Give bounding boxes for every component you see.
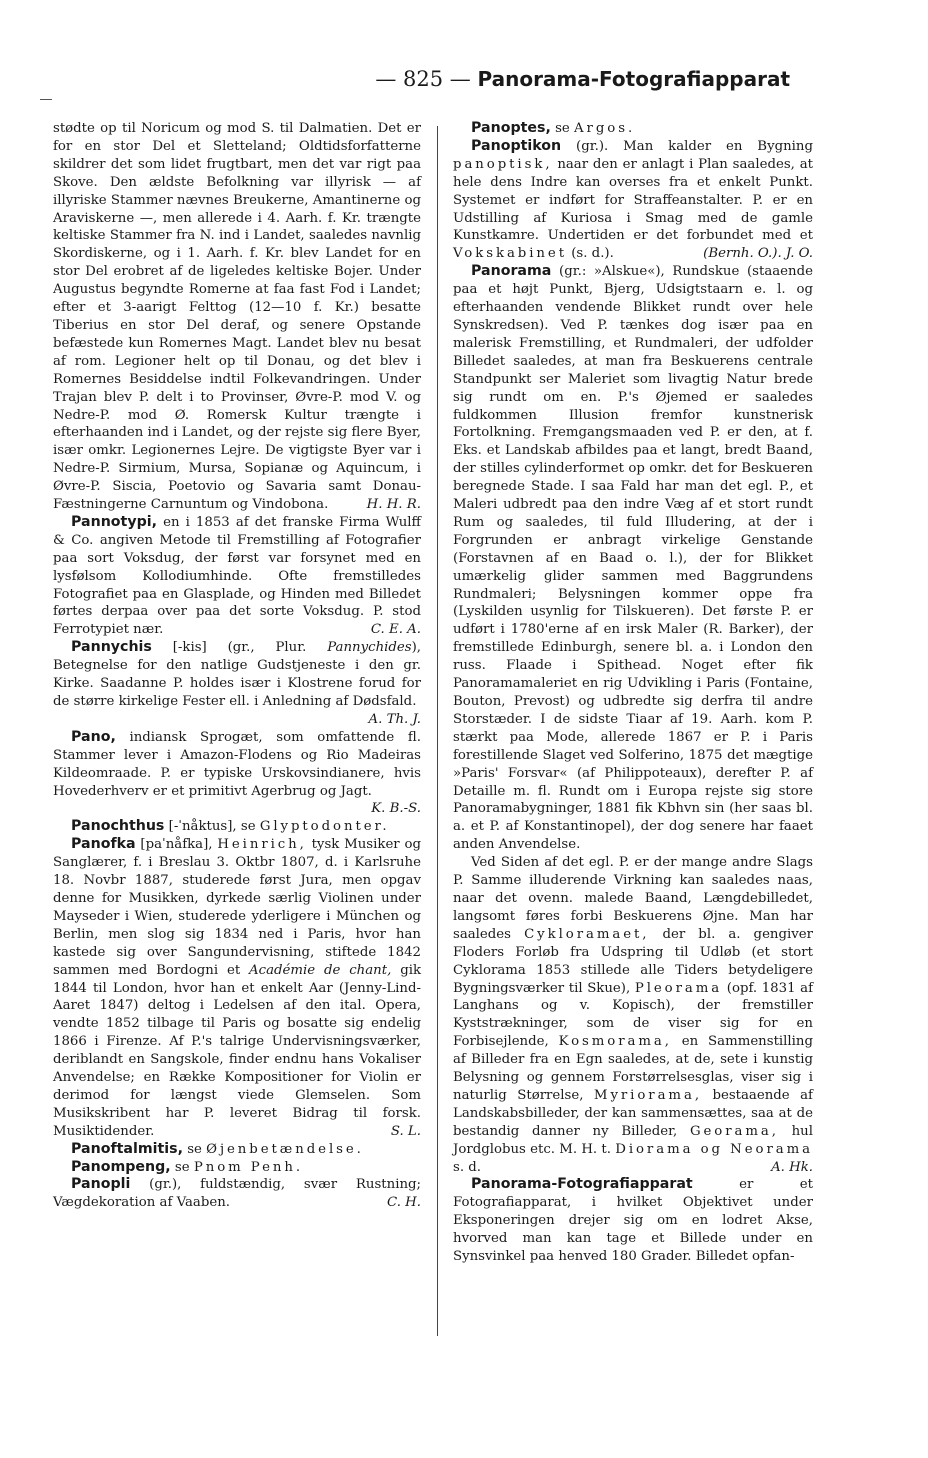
- entry-crossref: Vokskabinet: [453, 246, 567, 262]
- entry-panoptes: [453, 120, 813, 138]
- entry-text: [paˈnåfka],: [140, 837, 213, 853]
- entry-author: H. H. R.: [366, 497, 421, 513]
- entry-headword: Pannotypi,: [71, 513, 157, 530]
- column-divider: [437, 126, 438, 1336]
- entry-text: hul Jordglobus etc. M. H. t.: [453, 1123, 813, 1157]
- entry-headword: Panopli: [71, 1176, 131, 1193]
- entry-panopli: [53, 1176, 421, 1212]
- entry-author: S. L.: [390, 1123, 421, 1139]
- entry-author: K. B.-S.: [371, 801, 421, 817]
- page-number: — 825 —: [375, 67, 471, 91]
- running-head: [375, 67, 790, 91]
- entry-crossref: Diorama og Neorama: [615, 1141, 813, 1157]
- entry-headword: Panoftalmitis,: [71, 1140, 183, 1157]
- entry-text: gik 1844 til London, hvor han et enkelt Aar (Jenny-Lind-Aaret 1847) deltog i Ledelsen af den ital. Opera, vendte 1852 tilbage til Paris og bosatte sig endelig 1866 i Firenze. Af P.'s talrige Undervisningsværker, deriblandt en Sangskole, finder endnu hans Vokaliser Anvendelse; en Række Kompositioner for Violin er derimod for længst viede Glemselen. Som Musikskribent har P. leveret Bidrag til forsk. Musiktidender.: [53, 962, 422, 1139]
- right-column: [453, 120, 813, 1266]
- entry-text: bestaaende af Landskabsbilleder, der kan sammensættes, saa at de bestandig danner ny Billeder,: [453, 1087, 813, 1139]
- page-header: [0, 63, 928, 103]
- running-head-title: Panorama-Fotografiapparat: [477, 67, 790, 91]
- entry-text: (opf. 1831 af Langhans og v. Kopisch), der fremstiller Kyststrækninger, som de viser sig for en Forbisejlende,: [453, 980, 814, 1050]
- entry-text: [-ˈnåktus], se: [168, 819, 256, 835]
- entry-panoftalmitis: [53, 1141, 421, 1159]
- entry-crossref: Pnom Penh.: [193, 1159, 304, 1175]
- entry-panoptikon: [453, 138, 813, 263]
- entry-panompeng: [53, 1159, 421, 1177]
- entry-spaced-term: Pleorama: [634, 980, 723, 996]
- entry-text: indiansk Sprogæt, som omfattende fl. Stammer lever i Amazon-Flodens og Rio Madeiras Kildeomraade. P. er typiske Urskovsindianere, hvis Hovederhverv er et primitivt Agerbrug og Jagt.: [53, 729, 422, 799]
- entry-text: (gr.), fuldstændig, svær Rustning; Vægdekoration af Vaaben.: [53, 1177, 422, 1211]
- entry-text: [-kis] (gr., Plur.: [172, 640, 307, 656]
- entry-headword: Pano,: [71, 728, 116, 745]
- entry-text: se: [174, 1159, 190, 1175]
- entry-text: tysk Musiker og Sanglærer, f. i Breslau 3. Oktbr 1807, d. i Karlsruhe 18. Novbr 1887, studerede først Jura, men opgav denne for Musikken, dyrkede særlig Violinen under Mayseder i Wien, studerede yderligere i München og Berlin, men slog sig 1834 ned i Paris, hvor han kastede sig over Sangundervisning, stiftede 1842 sammen med Bordogni et: [53, 837, 421, 978]
- entry-headword: Panompeng,: [71, 1158, 171, 1175]
- entry-spaced-term: Kosmorama,: [558, 1034, 672, 1050]
- entry-spaced-term: Cykloramaet,: [524, 926, 650, 942]
- entry-spaced-term: panoptisk,: [453, 156, 553, 172]
- entry-author: A. Hk.: [771, 1159, 813, 1175]
- entry-panorama: [453, 263, 813, 854]
- entry-headword: Pannychis: [71, 639, 152, 656]
- entry-headword: Panorama: [471, 263, 552, 280]
- entry-text: er et Fotografiapparat, i hvilket Objektivet under Eksponeringen drejer sig om en lodret Akse, hvorved man kan tage et Billede under en Synsvinkel paa henved 180 Grader. Billedet opfan-: [453, 1177, 814, 1265]
- entry-crossref: Glyptodonter.: [259, 819, 390, 835]
- entry-panochthus: [53, 818, 421, 836]
- entry-headword: Panorama-Fotografiapparat: [471, 1176, 693, 1193]
- entry-text: naar den er anlagt i Plan saaledes, at hele dens Indre kan overses fra et enkelt Punkt. Systemet er indført for Straffeanstalter. P. er en Udstilling af Kuriosa i Smag med de gamle Kunstkamre. Undertiden er det forbundet med et: [453, 156, 813, 244]
- entry-author: C. H.: [387, 1195, 421, 1211]
- entry-pannotypi: [53, 514, 421, 639]
- entry-text: ), Betegnelse for den natlige Gudstjeneste i den gr. Kirke. Saadanne P. holdes især i Klostrene forud for de større kirkelige Fester ell. i Anledning af Dødsfald.: [53, 640, 422, 709]
- entry-text: Ved Siden af det egl. P. er der mange andre Slags P. Samme illuderende Virkning kan saaledes naas, naar det ovenn. malede Baand, Længdebilledet, langsomt føres forbi Beskuerens Øjne. Man har saaledes: [453, 855, 813, 942]
- entry-spaced-term: Myriorama,: [593, 1087, 702, 1103]
- entry-headword: Panochthus: [71, 818, 165, 835]
- entry-text: en i 1853 af det franske Firma Wulff & Co. angiven Metode til Fremstilling af Fotografier paa sort Voksdug, der først var forsynet med en lysfølsom Kollodiumhinde. Ofte fremstilledes Fotografiet paa en Glasplade, og Hinden med Billedet førtes derpaa over paa det sorte Voksdug. P. stod Ferrotypiet nær.: [53, 514, 422, 638]
- entry-headword: Panoptikon: [471, 137, 562, 154]
- left-column: [53, 120, 421, 1212]
- header-rule: [40, 99, 52, 100]
- entry-italic: Académie de chant,: [249, 962, 392, 978]
- entry-text: en Sammenstilling af Billeder fra en Egn saaledes, at de, sete i kunstig Belysning og gennem Forstørrelsesglas, viser sig i naturlig Størrelse,: [453, 1034, 814, 1103]
- entry-panorama-fotografiapparat: [453, 1176, 813, 1266]
- entry-text: (gr.). Man kalder en Bygning: [576, 138, 813, 154]
- entry-headword: Panoptes,: [471, 120, 551, 136]
- entry-headword: Panofka: [71, 836, 136, 853]
- entry-text: se: [187, 1141, 202, 1157]
- entry-pannychis: [53, 639, 422, 727]
- entry-text: der bl. a. gengiver Floders Forløb fra Udspring til Udløb (et stort Cyklorama 1853 stillede alle Tiders betydeligere Bygningsværker til Skue),: [453, 926, 813, 996]
- entry-pano: [53, 728, 422, 817]
- entry-pannonien-continued: [53, 120, 421, 514]
- entry-spaced-name: Heinrich,: [217, 837, 307, 853]
- entry-author: C. E. A.: [370, 622, 421, 638]
- entry-text: (gr.: »Alskue«), Rundskue (staaende paa et højt Punkt, Bjerg, Udsigtstaarn e. l. og efterhaanden vendende Blikket rundt over hele Synskredsen). Ved P. tænkes dog især paa en malerisk Fremstilling, et Rundmaleri, der udfolder Billedet saaledes, at man fra Beskuerens centrale Standpunkt ser Maleriet som livagtig Natur brede sig rundt om en. P.'s Øjemed er saaledes fuldkommen Illusion fremfor kunstnerisk Fortolkning. Fremgangsmaaden ved P. er den, at f. Eks. et Landskab afbildes paa et langt, bredt Baand, der stilles cylinderformet op omkr. det for Beskueren beregnede Stade. I saa Fald har man det egl. P., et Maleri udbredt paa den indre Væg af et stort rundt Rum og saaledes, til fuld Illudering, at der i Forgrunden er anbragt virkelige Genstande (Forstavnen af en Baad o. l.), der for Blikket umærkelig glider sammen med Baggrundens Rundmaleri; Belysningen kommer oppe fra (Lyskilden usynlig for Tilskueren). Det første P. er udført i 1780'erne af en irsk Maler (R. Barker), der fremstillede Edinburgh, senere bl. a. i London den russ. Flaade i Spithead. Noget efter fik Panoramamaleriet en rig Udvikling i Paris (Fontaine, Bouton, Prevost) og udbredte sig derfra til andre Storstæder. I de sidste Tiaar af 19. Aarh. kom P. stærkt paa Mode, allerede 1867 er P. i Paris forestillende Slaget ved Solferino, 1875 det mægtige »Paris' Forsvar« (af Philippoteaux), derefter P. af Detaille m. fl. Rundt om i Europa rejste sig store Panoramabygninger, 1881 fik Kbhvn sin (her saas bl. a. et P. af Konstantinopel), der dog senere har faaet anden Anvendelse.: [453, 264, 813, 853]
- entry-crossref: Øjenbetændelse.: [206, 1141, 364, 1157]
- entry-spaced-term: Georama,: [689, 1123, 779, 1139]
- entry-text: stødte op til Noricum og mod S. til Dalmatien. Det er for en stor Del et Sletteland; Oldtidsforfatterne skildrer det som lidet frugtbart, men det var rigt paa Skove. Den ældste Befolkning var illyrisk — af illyriske Stammer nævnes Breukerne, Amantinerne og Araviskerne —, men allerede i 4. Aarh. f. Kr. trængte keltiske Stammer fra N. ind i Landet, saaledes navnlig Skordiskerne, og i 1. Aarh. f. Kr. blev Landet for en stor Del erobret af de ligeledes keltiske Bojer. Under Augustus begyndte Romerne at faa fast Fod i Landet; efter et 3-aarigt Felttog (12—10 f. Kr.) besatte Tiberius en stor Del deraf, og senere Opstande befæstede kun Romernes Magt. Landet blev nu besat af rom. Legioner helt op til Donau, og det blev i Romernes Besiddelse indtil Folkevandringen. Under Trajan blev P. delt i to Provinser, Øvre-P. mod V. og Nedre-P. mod Ø. Romersk Kultur trængte i efterhaanden ind i Landet, og der rejste sig flere Byer, især omkr. Legionernes Lejre. De vigtigste Byer var i Nedre-P. Sirmium, Mursa, Sopianæ og Aquincum, i Øvre-P. Siscia, Poetovio og Savaria samt Donau-Fæstningerne Carnuntum og Vindobona.: [53, 121, 421, 513]
- entry-panorama-continued: [453, 854, 813, 1176]
- entry-text: (s. d.).: [571, 246, 614, 262]
- entry-crossref: Argos.: [574, 121, 636, 136]
- entry-text: se: [555, 121, 570, 136]
- entry-italic: Pannychides: [327, 640, 412, 656]
- entry-text: s. d.: [453, 1159, 482, 1175]
- entry-panofka: [53, 836, 421, 1140]
- entry-author: A. Th. J.: [368, 711, 421, 727]
- entry-author: (Bernh. O.). J. O.: [703, 246, 813, 262]
